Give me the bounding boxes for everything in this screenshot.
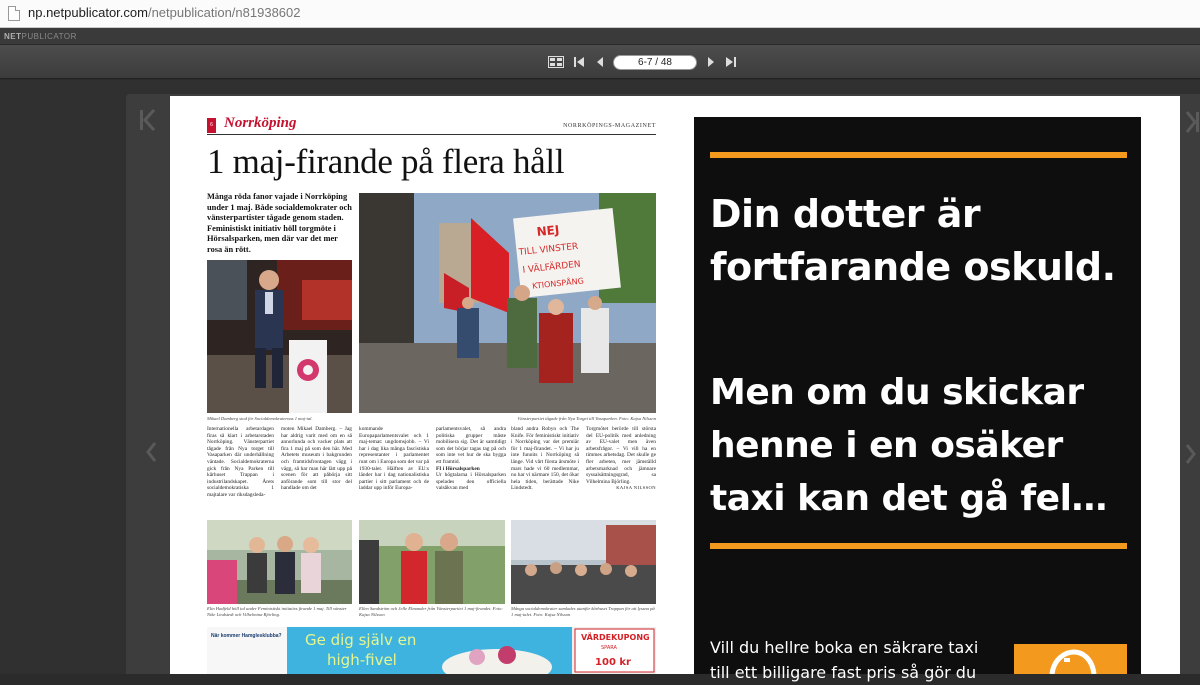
bottom-advertisement[interactable]	[207, 627, 656, 674]
skip-last-icon[interactable]	[1184, 110, 1200, 134]
photo-trappan	[511, 520, 656, 604]
article-column-6-text: Torgmötet berörde till största del EU-politik med anledning av EU-valet men även arbetsfrågor. – Vi vill ha en timmes arbetsdag. Det skulle ge fler arbeten, mer jämställd arbetsmarknad och jämnare syssalsättningsgrad, sa Vilhelmina Björling.	[586, 426, 656, 485]
thumbnails-button[interactable]	[547, 55, 565, 69]
next-page-button[interactable]	[703, 55, 719, 69]
ad-slogan-line2: high-fivel	[327, 651, 397, 669]
page-number: 6	[207, 118, 216, 133]
article-column-4-text-b: Ur högtalarna i Hörsalsparken spelades den officiella valsåkvan med	[436, 472, 506, 492]
page-number-field[interactable]: 6-7 / 48	[613, 55, 697, 70]
speaker-photo	[207, 260, 352, 413]
previous-page-button[interactable]	[592, 55, 608, 69]
triangle-right-icon	[706, 56, 716, 68]
viewer-toolbar	[0, 45, 1200, 79]
taxi-logo	[1014, 644, 1127, 674]
brand-logo	[4, 32, 77, 41]
sign-text-line4: KTIONSPÅNG	[531, 276, 585, 291]
ad-bottom-rule	[710, 543, 1127, 549]
ad-body	[710, 635, 990, 685]
brand-logo-rest: PUBLICATOR	[21, 32, 77, 41]
coupon-value: 100 kr	[595, 657, 631, 668]
ad-slogan-line1: Ge dig själv en	[305, 631, 417, 649]
caption-demonstration: Vänsterpartiet tågade från Nya Torget till Vasaparken. Foto: Kajsa Nilsson	[517, 416, 656, 421]
skip-first-icon	[138, 108, 158, 132]
url-field[interactable]	[28, 5, 301, 20]
section-title: Norrköping	[224, 115, 297, 131]
last-page-button[interactable]	[723, 55, 739, 69]
brand-logo-bold: NET	[4, 32, 22, 41]
viewer-prev-arrow[interactable]	[144, 440, 158, 469]
magazine-name: NORRKÖPINGS-MAGAZINET	[563, 123, 656, 129]
photo-vansterpartiet	[359, 520, 505, 604]
article-column-1: Internationella arbetardagen firas så klart i arbetarstaden Norrköping. Vänsterpartiet tågade från Nya torget till Vasaparken där underhållning väntade. Socialdemokraterna gick från Nya Parken till kårhuset Trappan i industrilandskapet. Årets socialdemokratiska 1 majtalare var riksdagsleda-	[207, 426, 274, 498]
ad-subheadline-line1: Men om du skickar	[710, 372, 1084, 413]
ad-body-line2: till ett billigare fast pris så gör du	[710, 663, 977, 682]
article-column-5: bland andra Robyn och The Knife. För feministiskt initiativ i Norrköping var det premiär för 1 maj-firandet. – Vi har ju inte funnits i Norrköping så länge. Vid vårt första årsmöte i mars hade vi 60 medlemmar, nu har vi närmare 150, det ökar hela tiden, berättade Nike Lindstedt.	[511, 426, 579, 492]
page-icon	[8, 6, 20, 21]
taxi-advertisement[interactable]	[694, 117, 1141, 682]
grid-icon	[548, 56, 564, 68]
viewer-first-page-arrow[interactable]	[138, 108, 158, 137]
skip-first-icon	[573, 56, 585, 68]
sign-text-nej: NEJ	[535, 222, 560, 240]
triangle-left-icon	[595, 56, 605, 68]
taxi-logo-icon	[1014, 644, 1127, 674]
coupon-text: SPARA	[601, 645, 617, 651]
article-column-3: kommande Europaparlamentsvalet och 1 maj-temat: ungdomsjobb. – Vi har i dag lika många fascistiska representanter i parlamentet runt om i Europa som det var på 1930-talet. Hälften av EU:s länder har i dag nationalistiska partier i sitt parlament och de laddar upp inför Europa-	[359, 426, 429, 492]
article-headline: 1 maj-firande på flera håll	[207, 142, 565, 181]
article-column-4	[436, 426, 506, 516]
first-page-button[interactable]	[571, 55, 587, 69]
photo-feministiskt-initiativ	[207, 520, 352, 604]
ad-body-line1: Vill du hellre boka en säkrare taxi	[710, 638, 979, 657]
sign-text-line2: TILL VINSTER	[518, 241, 579, 259]
byline: KAJSA NILSSON	[616, 485, 656, 491]
sign-text-line3: I VÄLFÄRDEN	[522, 259, 582, 276]
caption-trappan: Många socialdemokrater samlades utanför kårhuset Trappan för att lyssna på 1 maj-talet. Foto: Kajsa Nilsson	[511, 606, 655, 617]
article-page	[170, 96, 680, 674]
skip-last-icon	[725, 56, 737, 68]
ad-subheadline-line2: henne i en osäker	[710, 425, 1063, 466]
ad-subheadline	[710, 366, 1135, 525]
coupon-title: VÄRDEKUPONG	[581, 633, 650, 642]
caption-speaker: Mikael Damberg stod för Socialdemokraternas 1 maj-tal.	[207, 416, 313, 421]
article-column-6	[586, 426, 656, 516]
ad-headline-line1: Din dotter är	[710, 192, 981, 236]
url-path: /netpublication/n81938602	[147, 5, 301, 20]
ad-top-rule	[710, 152, 1127, 158]
ad-headline-line2: fortfarande oskuld.	[710, 245, 1116, 289]
article-column-2: moten Mikael Damberg. – Jag har aldrig varit med om en så annorlunda och vacker plats att fira 1 maj på som den här. Med Arbetets museum i bakgrunden och framtidsfrontagen vägg i vägg, så har man här lätt upp på scenen för att påbörja sitt anförande som till stor del handlade om det	[281, 426, 352, 492]
ad-question: När kommer Hamglesklubba?	[211, 633, 282, 639]
magazine-spread	[170, 96, 1180, 682]
url-host: np.netpublicator.com	[28, 5, 148, 20]
browser-address-bar[interactable]	[0, 0, 1200, 28]
caption-vansterpartiet: Ellen Sandström och Jelle Elmander från Vänsterpartiet 1 maj-firandet. Foto: Kajsa Nilsson	[359, 606, 503, 617]
header-rule	[207, 134, 656, 135]
subheading-fi: FI i Hörsalsparken	[436, 465, 480, 472]
caption-feministiskt: Elin Hadfeld höll tal under Feministiskt initiativs firande 1 maj. Till vänster Nike Lindstedt och Vilhelmina Björling.	[207, 606, 347, 617]
chevron-right-icon[interactable]	[1184, 442, 1198, 466]
ad-subheadline-line3: taxi kan det gå fel…	[710, 478, 1107, 519]
article-ingress: Många röda fanor vajade i Norrköping under 1 maj. Både socialdemokrater och vänsterpartister tågade genom staden. Feministiskt initiativ höll torgmöte i Hörsalsparken, men där var det mer rosa än rött.	[207, 192, 352, 254]
viewer-right-edge	[1180, 96, 1200, 674]
chevron-left-icon	[144, 440, 158, 464]
brand-bar	[0, 28, 1200, 45]
demonstration-photo	[359, 193, 656, 413]
article-column-4-text: parlamentsvalet, så andra politiska grupper måste mobilisera sig. Det är samtidigt som det börjar tagas tag på och som inte vet hur de ska bygga ett framtid.	[436, 426, 506, 465]
ad-headline	[710, 188, 1135, 294]
